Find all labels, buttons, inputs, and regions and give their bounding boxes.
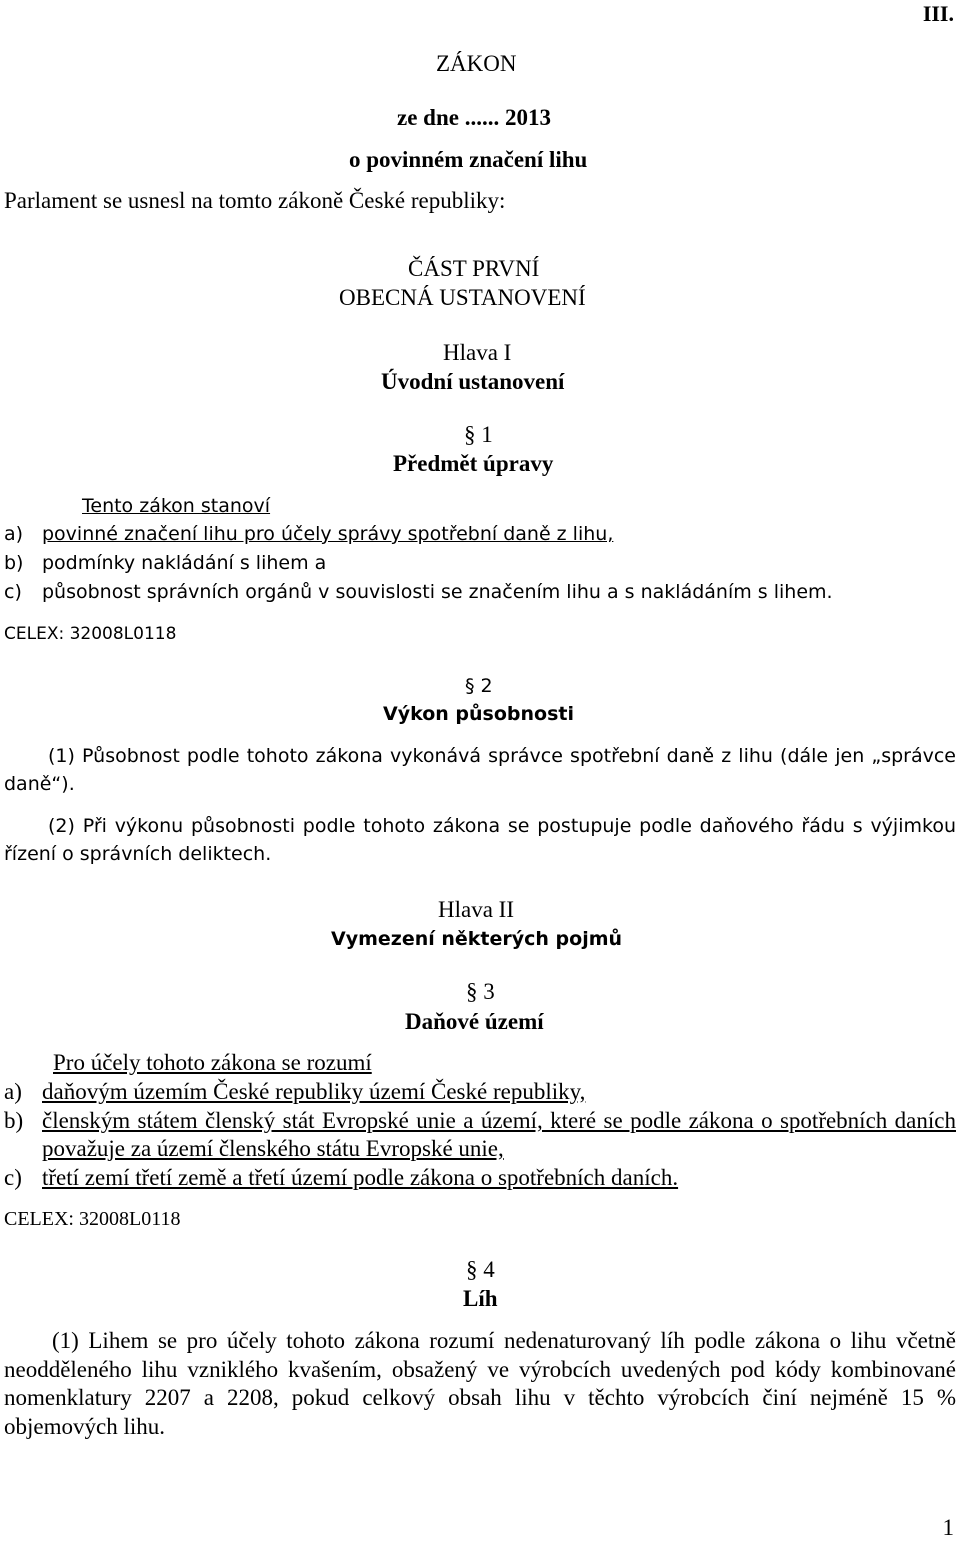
list-item-letter: a) (4, 1079, 22, 1104)
section-title: Daňové území (405, 1009, 544, 1034)
list-item-letter: c) (4, 1165, 22, 1190)
list-item-text: členským státem členský stát Evropské unie a území, které se podle zákona o spotřebních daních považuje za území členského státu Evropské unie, (42, 1108, 956, 1161)
page-marker: III. (922, 1, 954, 26)
chapter-label: Hlava II (438, 897, 514, 922)
list-item-text: podmínky nakládání s lihem a (42, 552, 327, 574)
chapter-title: Vymezení některých pojmů (331, 928, 623, 950)
part-label: ČÁST PRVNÍ (408, 256, 540, 281)
section-title: Líh (463, 1286, 498, 1311)
list-item-text: třetí zemí třetí země a třetí území podle zákona o spotřebních daních. (42, 1165, 679, 1190)
list-item-text: povinné značení lihu pro účely správy spotřební daně z lihu, (42, 523, 614, 545)
list-item-text: působnost správních orgánů v souvislosti se značením lihu a s nakládáním s lihem. (42, 581, 833, 603)
celex-reference: CELEX: 32008L0118 (4, 1208, 181, 1230)
law-type: ZÁKON (436, 51, 517, 76)
paragraph: (2) Při výkonu působnosti podle tohoto zákona se postupuje podle daňového řádu s výjimkou řízení o správních deliktech. (4, 815, 956, 865)
list-item-letter: a) (4, 523, 24, 545)
page-number: 1 (942, 1515, 954, 1540)
paragraph: (1) Působnost podle tohoto zákona vykonává správce spotřební daně z lihu (dále jen „správce daně“). (4, 745, 956, 795)
section-title: Předmět úpravy (393, 451, 554, 476)
list-item-letter: c) (4, 581, 22, 603)
section-intro: Pro účely tohoto zákona se rozumí (53, 1050, 372, 1075)
list-item-letter: b) (4, 1108, 24, 1133)
chapter-title: Úvodní ustanovení (381, 369, 565, 394)
list-item-text: daňovým územím České republiky území České republiky, (42, 1079, 586, 1104)
section-number: § 3 (466, 979, 495, 1004)
section-title: Výkon působnosti (383, 703, 574, 725)
preamble: Parlament se usnesl na tomto zákoně České republiky: (4, 188, 506, 213)
section-intro: Tento zákon stanoví (82, 495, 271, 517)
section-number: § 1 (464, 422, 493, 447)
law-title: o povinném značení lihu (349, 147, 588, 172)
section-number: § 2 (465, 675, 493, 697)
celex-reference: CELEX: 32008L0118 (4, 624, 177, 644)
chapter-label: Hlava I (443, 340, 512, 365)
section-number: § 4 (466, 1257, 495, 1282)
law-date: ze dne ...... 2013 (397, 105, 551, 130)
list-item-letter: b) (4, 552, 24, 574)
paragraph: (1) Lihem se pro účely tohoto zákona rozumí nedenaturovaný líh podle zákona o lihu včetně neodděleného lihu vzniklého kvašením, obsažený ve výrobcích uvedených pod kódy kombinované nomenklatury 2207 a 2208, pokud celkový obsah lihu v těchto výrobcích činí nejméně 15 % objemových lihu. (4, 1328, 956, 1440)
part-title: OBECNÁ USTANOVENÍ (339, 285, 586, 310)
